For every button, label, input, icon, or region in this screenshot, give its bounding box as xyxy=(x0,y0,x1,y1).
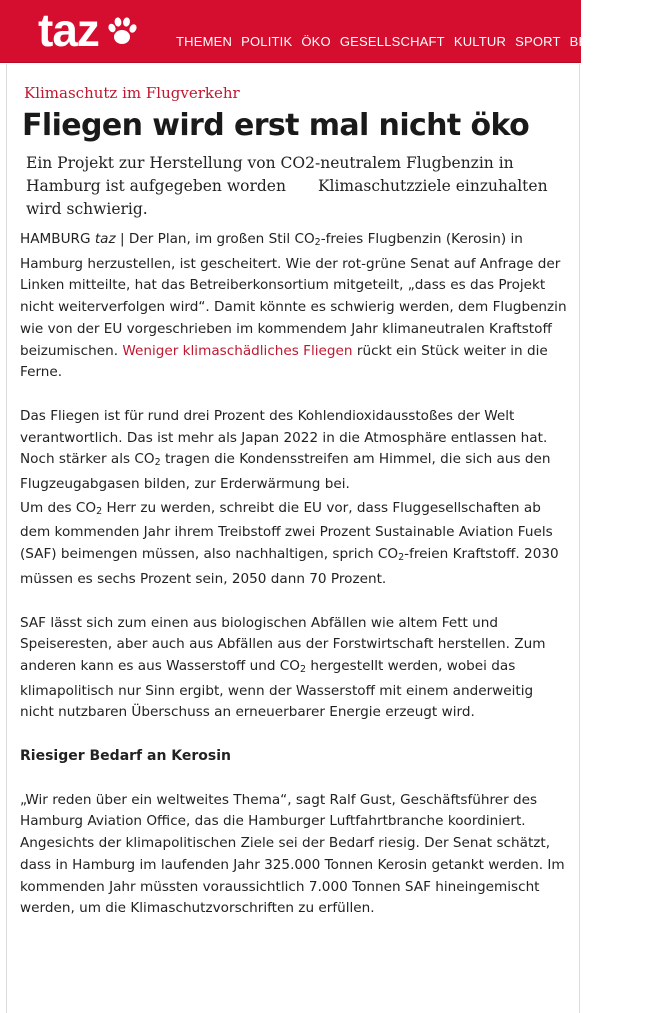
p3-text-1: Um des CO xyxy=(20,499,97,516)
header-clip xyxy=(0,0,637,62)
subline-part-a: Ein Projekt zur Herstellung von CO2-neutralem Flugbenzin in Hamburg ist aufgegeben worden xyxy=(26,154,514,195)
paw-icon xyxy=(105,14,139,48)
taz-logo[interactable] xyxy=(38,4,139,56)
article-header xyxy=(22,82,577,221)
p2-text-2: tragen die Kondensstreifen am Himmel, die sich aus den Flugzeugabgasen bilden, zur Erderwärmung bei. xyxy=(20,451,551,493)
article-headline: Fliegen wird erst mal nicht öko xyxy=(22,108,530,143)
article-body xyxy=(20,229,568,942)
co2-subscript: 2 xyxy=(96,505,103,517)
p1-text-2: -freies Flugbenzin (Kerosin) in Hamburg herzustellen, ist gescheitert. Wie der rot-grüne Senat auf Anfrage der Linken mitteilte, hat das Betreiberkonsortium mitgeteilt, „dass es das Projekt nicht weiterverfolgen wird“. Damit könnte es schwierig werden, dem Flugbenzin wie von der EU vorgeschrieben im kommendem Jahr klimaneutralen Kraftstoff beizumischen. xyxy=(20,231,567,359)
source-label: taz xyxy=(94,231,116,247)
article-kicker: Klimaschutz im Flugverkehr xyxy=(24,84,240,102)
logo-text: taz xyxy=(38,4,99,56)
nav-item-oeko[interactable]: ÖKO xyxy=(301,34,331,49)
nav-item-more[interactable]: N xyxy=(626,34,637,49)
nav-item-politik[interactable]: POLITIK xyxy=(241,34,293,49)
p4-text-2: hergestellt werden, wobei das klimapolitisch nur Sinn ergibt, wenn der Wasserstoff mit einem anderweitig nicht nutzbaren Überschuss an erneuerbarer Energie erzeugt wird. xyxy=(20,657,534,721)
paragraph-1 xyxy=(20,229,568,384)
co2-subscript: 2 xyxy=(154,457,161,469)
paragraph-2 xyxy=(20,406,568,496)
nav-item-sport[interactable]: SPORT xyxy=(515,34,561,49)
co2-subscript: 2 xyxy=(398,552,405,564)
p1-text-1: Der Plan, im großen Stil CO xyxy=(128,231,315,247)
dateline: HAMBURG xyxy=(20,231,91,247)
co2-subscript: 2 xyxy=(299,663,307,675)
site-header xyxy=(0,0,637,63)
nav-item-berlin[interactable]: BERLIN xyxy=(569,34,618,49)
p3-text-3: -freien Kraftstoff. 2030 müssen es sechs Prozent sein, 2050 dann 70 Prozent. xyxy=(20,546,559,587)
article-subheading: Riesiger Bedarf an Kerosin xyxy=(20,748,232,765)
dateline-separator: | xyxy=(115,231,129,247)
nav-item-gesellschaft[interactable]: GESELLSCHAFT xyxy=(339,34,445,49)
article-subline xyxy=(26,152,586,221)
nav-item-kultur[interactable]: KULTUR xyxy=(453,34,507,49)
p1-text-3: rückt ein Stück weiter in die Ferne. xyxy=(20,342,548,381)
paragraph-5: „Wir reden über ein weltweites Thema“, sagt Ralf Gust, Geschäftsführer des Hamburg Aviation Office, das die Hamburger Luftfahrtbranche koordiniert. Angesichts der klimapolitischen Ziele sei der Bedarf riesig. Der Senat schätzt, dass in Hamburg im laufenden Jahr 325.000 Tonnen Kerosin getankt werden. Im kommenden Jahr müssten voraussichtlich 7.000 Tonnen SAF hineingemischt werden, um die Klimaschutzvorschriften zu erfüllen. xyxy=(20,791,565,917)
p4-text-1: SAF lässt sich zum einen aus biologischen Abfällen wie altem Fett und Speiseresten, aber auch aus Abfällen aus der Forstwirtschaft herstellen. Zum anderen kann es aus Wasserstoff und CO xyxy=(20,614,546,674)
co2-subscript: 2 xyxy=(314,237,321,248)
p2-text-1: Das Fliegen ist für rund drei Prozent des Kohlendioxidausstoßes der Welt verantwortlich. Das ist mehr als Japan 2022 in die Atmosphäre entlassen hat. Noch stärker als CO xyxy=(20,407,548,468)
subline-part-b: Klimaschutzziele einzuhalten wird schwierig. xyxy=(26,177,548,218)
nav-item-themen[interactable]: THEMEN xyxy=(176,34,233,49)
main-nav xyxy=(176,34,645,49)
p3-text-2: Herr zu werden, schreibt die EU vor, dass Fluggesellschaften ab dem kommenden Jahr ihrem Treibstoff zwei Prozent Sustainable Aviation Fuels (SAF) beimengen müssen, also nachhaltigen, sprich CO xyxy=(20,499,553,563)
paragraph-4 xyxy=(20,613,568,725)
related-article-link[interactable]: Weniger klimaschädliches Fliegen xyxy=(122,342,353,359)
paragraph-3 xyxy=(20,498,568,591)
